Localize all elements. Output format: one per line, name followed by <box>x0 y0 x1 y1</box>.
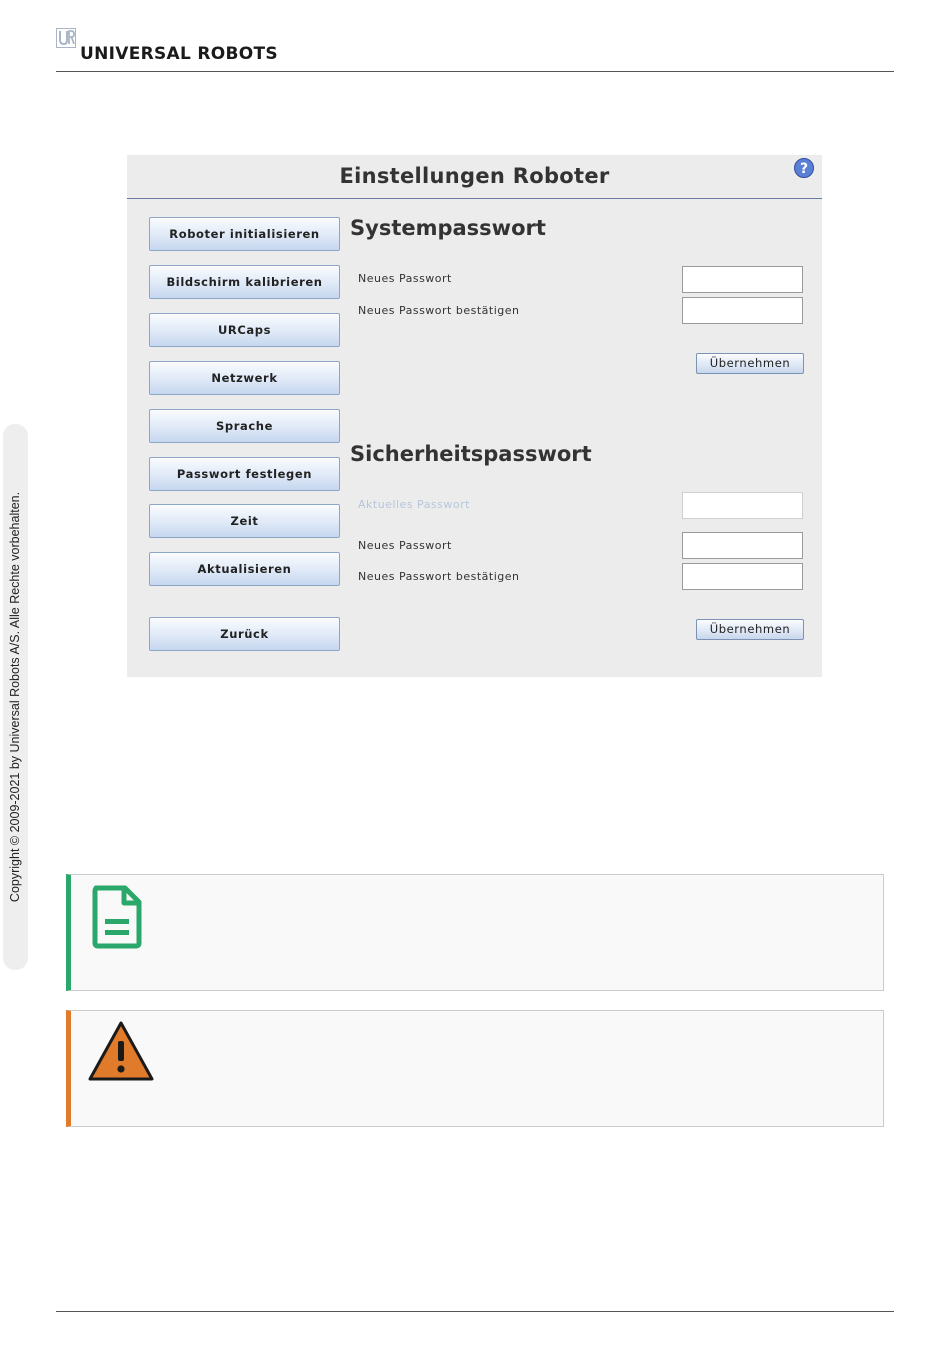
system-confirm-password-input[interactable] <box>682 297 803 324</box>
system-password-heading: Systempasswort <box>350 216 546 240</box>
warning-callout <box>66 1010 884 1127</box>
document-note-icon <box>91 885 143 949</box>
safety-apply-button[interactable]: Übernehmen <box>696 619 804 640</box>
system-new-password-input[interactable] <box>682 266 803 293</box>
safety-current-password-input[interactable] <box>682 492 803 519</box>
safety-new-password-label: Neues Passwort <box>358 539 452 552</box>
footer-divider <box>56 1311 894 1312</box>
network-button[interactable]: Netzwerk <box>149 361 340 395</box>
safety-password-heading: Sicherheitspasswort <box>350 442 592 466</box>
system-confirm-password-label: Neues Passwort bestätigen <box>358 304 520 317</box>
warning-triangle-icon <box>87 1019 155 1083</box>
initialize-robot-button[interactable]: Roboter initialisieren <box>149 217 340 251</box>
set-password-button[interactable]: Passwort festlegen <box>149 457 340 491</box>
header-divider <box>56 71 894 72</box>
panel-title: Einstellungen Roboter <box>339 164 610 188</box>
urcaps-button[interactable]: URCaps <box>149 313 340 347</box>
copyright-notice: Copyright © 2009-2021 by Universal Robots A/S. Alle Rechte vorbehalten. <box>8 491 22 903</box>
back-button[interactable]: Zurück <box>149 617 340 651</box>
calibrate-screen-button[interactable]: Bildschirm kalibrieren <box>149 265 340 299</box>
update-button[interactable]: Aktualisieren <box>149 552 340 586</box>
safety-current-password-label: Aktuelles Passwort <box>358 498 470 511</box>
system-apply-button[interactable]: Übernehmen <box>696 353 804 374</box>
safety-confirm-password-input[interactable] <box>682 563 803 590</box>
help-icon[interactable]: ? <box>794 158 814 178</box>
title-divider <box>127 198 822 199</box>
note-callout <box>66 874 884 991</box>
time-button[interactable]: Zeit <box>149 504 340 538</box>
safety-confirm-password-label: Neues Passwort bestätigen <box>358 570 520 583</box>
system-new-password-label: Neues Passwort <box>358 272 452 285</box>
ur-logo-icon <box>56 28 76 48</box>
safety-new-password-input[interactable] <box>682 532 803 559</box>
robot-settings-panel <box>127 155 822 677</box>
language-button[interactable]: Sprache <box>149 409 340 443</box>
brand-name: UNIVERSAL ROBOTS <box>80 44 278 64</box>
